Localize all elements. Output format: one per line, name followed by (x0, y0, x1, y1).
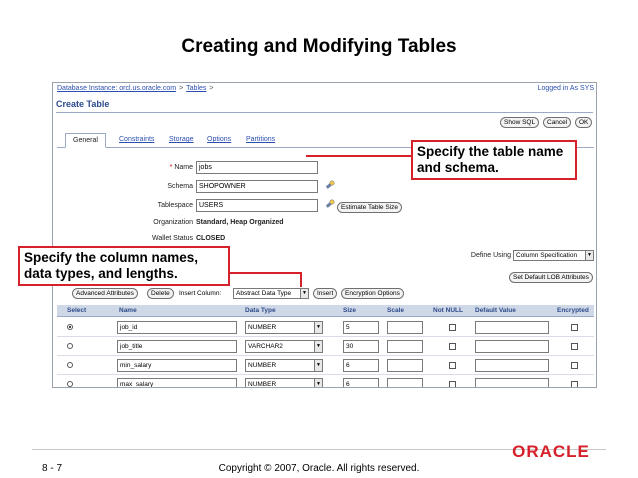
show-sql-button[interactable]: Show SQL (500, 117, 539, 128)
column-name-input[interactable]: min_salary (117, 359, 237, 372)
flashlight-search-icon[interactable] (325, 180, 335, 190)
tab-constraints[interactable]: Constraints (119, 136, 155, 143)
breadcrumb (57, 85, 216, 92)
callout-connector-line (220, 272, 302, 274)
not-null-checkbox[interactable] (449, 381, 456, 388)
tab-general[interactable]: General (65, 133, 106, 148)
estimate-table-size-button[interactable]: Estimate Table Size (337, 202, 402, 213)
default-value-input[interactable] (475, 359, 549, 372)
flashlight-search-icon[interactable] (325, 199, 335, 209)
breadcrumb-separator: > (179, 85, 184, 92)
data-type-value: VARCHAR2 (248, 343, 283, 350)
breadcrumb-separator: > (209, 85, 214, 92)
size-input[interactable]: 6 (343, 359, 379, 372)
define-using-label: Define Using (470, 252, 511, 259)
advanced-attributes-button[interactable]: Advanced Attributes (72, 288, 138, 299)
data-type-value: NUMBER (248, 324, 277, 331)
chevron-down-icon: ▼ (314, 322, 322, 333)
name-label (83, 164, 193, 171)
callout-connector-line (306, 155, 411, 157)
default-value-input[interactable] (475, 378, 549, 388)
not-null-checkbox[interactable] (449, 324, 456, 331)
wallet-status-value: CLOSED (196, 235, 226, 242)
header-size: Size (343, 307, 357, 314)
callout-table-name: Specify the table name and schema. (411, 140, 577, 180)
organization-label: Organization (153, 219, 193, 226)
copyright-notice: Copyright © 2007, Oracle. All rights reserved. (218, 463, 420, 474)
set-default-lob-button[interactable]: Set Default LOB Attributes (509, 272, 593, 283)
size-input[interactable]: 5 (343, 321, 379, 334)
column-name-input[interactable]: job_title (117, 340, 237, 353)
scale-input[interactable] (387, 378, 423, 388)
size-input[interactable]: 30 (343, 340, 379, 353)
columns-table-header (57, 305, 594, 317)
callout-column-specs: Specify the column names, data types, and lengths. (18, 246, 230, 286)
scale-input[interactable] (387, 321, 423, 334)
breadcrumb-tables[interactable]: Tables (186, 85, 207, 92)
tablespace-input[interactable]: USERS (196, 199, 318, 212)
data-type-value: NUMBER (248, 381, 277, 388)
header-encrypted: Encrypted (557, 307, 589, 314)
encrypted-checkbox[interactable] (571, 362, 578, 369)
delete-button[interactable]: Delete (147, 288, 174, 299)
row-select-radio[interactable] (67, 381, 73, 387)
header-name: Name (119, 307, 137, 314)
insert-button[interactable]: Insert (313, 288, 337, 299)
row-select-radio[interactable] (67, 324, 73, 330)
encrypted-checkbox[interactable] (571, 343, 578, 350)
row-select-radio[interactable] (67, 343, 73, 349)
header-select: Select (67, 307, 87, 314)
encrypted-checkbox[interactable] (571, 324, 578, 331)
callout-connector-line (300, 272, 302, 287)
header-scale: Scale (387, 307, 404, 314)
name-label-text: Name (174, 164, 193, 171)
data-type-select[interactable] (245, 340, 323, 353)
chevron-down-icon: ▼ (314, 360, 322, 371)
row-select-radio[interactable] (67, 362, 73, 368)
data-type-value: NUMBER (248, 362, 277, 369)
chevron-down-icon: ▼ (314, 379, 322, 388)
encrypted-checkbox[interactable] (571, 381, 578, 388)
not-null-checkbox[interactable] (449, 343, 456, 350)
chevron-down-icon: ▼ (585, 251, 593, 260)
define-using-value: Column Specification (516, 252, 578, 259)
data-type-select[interactable] (245, 378, 323, 388)
default-value-input[interactable] (475, 321, 549, 334)
header-data-type: Data Type (245, 307, 276, 314)
data-type-select[interactable] (245, 359, 323, 372)
page-title: Create Table (56, 99, 110, 109)
tab-partitions[interactable]: Partitions (246, 136, 276, 143)
schema-label: Schema (167, 183, 193, 190)
ok-button[interactable]: OK (575, 117, 592, 128)
chevron-down-icon: ▼ (314, 341, 322, 352)
logged-in-status: Logged in As SYS (537, 85, 594, 92)
page-number: 8 - 7 (42, 463, 63, 474)
define-using-select[interactable] (513, 250, 594, 261)
not-null-checkbox[interactable] (449, 362, 456, 369)
insert-type-value: Abstract Data Type (236, 290, 292, 297)
oracle-logo-text: ORACLE (512, 442, 590, 461)
encryption-options-button[interactable]: Encryption Options (341, 288, 404, 299)
oracle-logo (506, 440, 596, 462)
table-row (57, 318, 594, 337)
table-row (57, 337, 594, 356)
column-name-input[interactable]: max_salary (117, 378, 237, 388)
column-name-input[interactable]: job_id (117, 321, 237, 334)
scale-input[interactable] (387, 359, 423, 372)
insert-type-select[interactable] (233, 288, 309, 299)
breadcrumb-database-instance[interactable]: Database Instance: orcl.us.oracle.com (57, 85, 177, 92)
tablespace-label: Tablespace (157, 202, 193, 209)
schema-input[interactable]: SHOPOWNER (196, 180, 318, 193)
table-row (57, 356, 594, 375)
data-type-select[interactable] (245, 321, 323, 334)
header-default-value: Default Value (475, 307, 516, 314)
wallet-status-label: Wallet Status (152, 235, 193, 242)
cancel-button[interactable]: Cancel (543, 117, 571, 128)
table-name-input[interactable]: jobs (196, 161, 318, 174)
chevron-down-icon: ▼ (300, 289, 308, 298)
create-table-window (52, 82, 597, 388)
header-not-null: Not NULL (433, 307, 463, 314)
required-marker: * (169, 164, 173, 171)
table-row (57, 375, 594, 388)
size-input[interactable]: 6 (343, 378, 379, 388)
slide-title: Creating and Modifying Tables (181, 36, 457, 57)
header-divider (56, 112, 593, 113)
tab-storage[interactable]: Storage (169, 136, 194, 143)
organization-value: Standard, Heap Organized (196, 219, 284, 226)
insert-column-label: Insert Column: (179, 290, 222, 297)
scale-input[interactable] (387, 340, 423, 353)
tab-options[interactable]: Options (207, 136, 232, 143)
default-value-input[interactable] (475, 340, 549, 353)
